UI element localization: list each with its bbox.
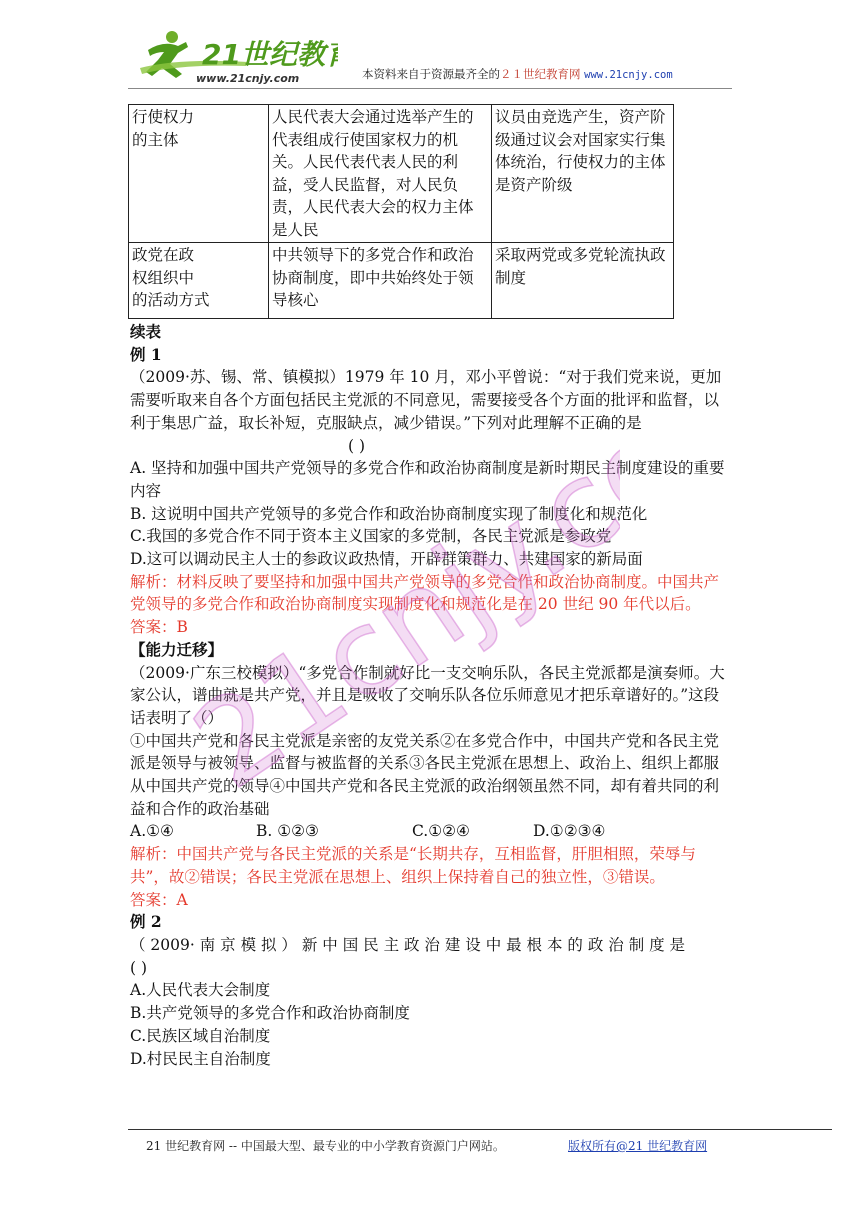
example-2-question: （ 2009· 南 京 模 拟 ） 新 中 国 民 主 政 治 建 设 中 最 根 本 的 政 治 制 度 是: [130, 935, 686, 954]
example-1-option-b: B. 这说明中国共产党领导的多党合作和政治协商制度实现了制度化和规范化: [130, 504, 648, 523]
example-2-option-c: C.民族区域自治制度: [130, 1026, 271, 1045]
example-1-option-d: D.这可以调动民主人士的参政议政热情，开辟群策群力、共建国家的新局面: [130, 550, 643, 569]
main-content: [130, 321, 730, 1070]
continued-label: 续表: [130, 322, 162, 341]
example-2-blank: ( ): [130, 958, 148, 977]
header-divider: [128, 88, 732, 89]
table-cell: 采取两党或多党轮流执政制度: [492, 243, 674, 319]
transfer-option-a: A.①④: [130, 822, 174, 841]
transfer-title: 【能力迁移】: [130, 639, 224, 659]
watermark-text: 21cnjy.com: [180, 440, 620, 815]
example-1-option-a: A. 坚持和加强中国共产党领导的多党合作和政治协商制度是新时期民主制度建设的重要内容: [130, 459, 725, 500]
example-1-question: （2009·苏、锡、常、镇模拟）1979 年 10 月，邓小平曾说：“对于我们党来说，更加需要听取来自各个方面包括民主党派的不同意见，需要接受各个方面的批评和监督，以利于集思广益，取长补短，克服缺点，减少错误。”下列对此理解不正确的是( ): [130, 368, 722, 455]
transfer-options: [130, 820, 730, 843]
copyright-link[interactable]: 版权所有@21 世纪教育网: [568, 1139, 708, 1153]
tagline-site[interactable]: ２１世纪教育网: [500, 67, 581, 81]
logo-text: 21世纪教育: [202, 38, 338, 71]
comparison-table: [128, 104, 674, 319]
tagline-prefix: 本资料来自于资源最齐全的: [362, 67, 500, 81]
footer-divider: [128, 1129, 832, 1130]
example-2-option-a: A.人民代表大会制度: [130, 981, 271, 1000]
transfer-analysis: 解析：中国共产党与各民主党派的关系是“长期共存，互相监督，肝胆相照，荣辱与共”，故②错误；各民主党派在思想上、组织上保持着自己的独立性，③错误。: [130, 845, 696, 886]
transfer-answer: 答案：A: [130, 890, 188, 909]
transfer-option-d: D.①②③④: [533, 822, 606, 841]
logo-url: www.21cnjy.com: [196, 72, 300, 85]
example-2-title: 例 2: [130, 912, 162, 932]
transfer-option-c: C.①②④: [412, 822, 470, 841]
table-cell: 议员由竞选产生，资产阶级通过议会对国家实行集体统治，行使权力的主体是资产阶级: [492, 105, 674, 243]
site-logo: [138, 28, 338, 86]
table-row: [129, 243, 674, 319]
example-2-option-b: B.共产党领导的多党合作和政治协商制度: [130, 1004, 410, 1023]
transfer-question: （2009·广东三校模拟）“多党合作制就好比一支交响乐队，各民主党派都是演奏师。大家公认，谱曲就是共产党，并且是吸收了交响乐队各位乐师意见才把乐章谱好的。”这段话表明了（）: [130, 663, 725, 727]
example-1-option-c: C.我国的多党合作不同于资本主义国家的多党制，各民主党派是参政党: [130, 527, 612, 546]
example-1-answer: 答案：B: [130, 618, 188, 637]
table-cell: 政党在政 权组织中 的活动方式: [129, 243, 269, 319]
transfer-statements: ①中国共产党和各民主党派是亲密的友党关系②在多党合作中，中国共产党和各民主党派是领导与被领导、监督与被监督的关系③各民主党派在思想上、政治上、组织上都服从中国共产党的领导④中国共产党和各民主党派的政治纲领虽然不同，却有着共同的利益和合作的政治基础: [130, 731, 720, 818]
example-1-analysis: 解析：材料反映了要坚持和加强中国共产党领导的多党合作和政治协商制度。中国共产党领导的多党合作和政治协商制度实现制度化和规范化是在 20 世纪 90 年代以后。: [130, 572, 720, 614]
table-cell: 行使权力 的主体: [129, 105, 269, 243]
table-row: [129, 105, 674, 243]
transfer-option-b: B. ①②③: [256, 822, 319, 841]
tagline-url[interactable]: www.21cnjy.com: [584, 69, 673, 81]
footer-text: 21 世纪教育网 -- 中国最大型、最专业的中小学教育资源门户网站。: [146, 1139, 505, 1153]
example-1-title: 例 1: [130, 344, 162, 364]
table-cell: 中共领导下的多党合作和政治协商制度，即中共始终处于领导核心: [269, 243, 492, 319]
header-tagline: [362, 66, 673, 82]
example-2-option-d: D.村民民主自治制度: [130, 1049, 271, 1068]
table-cell: 人民代表大会通过选举产生的代表组成行使国家权力的机关。人民代表代表人民的利益，受人民监督，对人民负责，人民代表大会的权力主体是人民: [269, 105, 492, 243]
